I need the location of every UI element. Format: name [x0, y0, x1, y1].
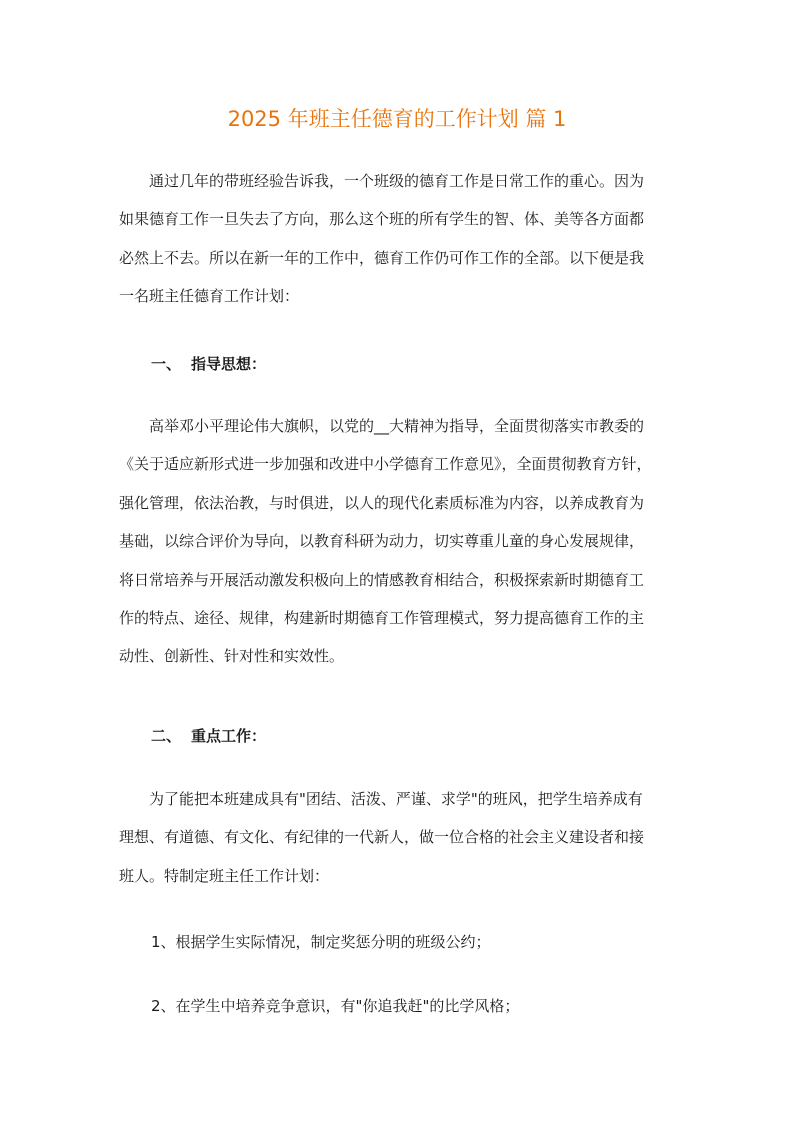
list-item: 2、在学生中培养竞争意识，有"你追我赶"的比学风格；	[151, 997, 520, 1015]
section1-heading	[151, 349, 266, 379]
section1-paragraph	[119, 407, 687, 676]
section1-title: 指导思想：	[191, 355, 267, 373]
section1-line: 《关于适应新形式进一步加强和改进中小学德育工作意见》，全面贯彻教育方针，	[119, 455, 652, 474]
section2-number: 二、	[151, 727, 182, 745]
intro-line: 一名班主任德育工作计划：	[119, 287, 300, 306]
section2-line: 班人。特制定班主任工作计划：	[119, 866, 330, 885]
section1-line: 动性、创新性、针对性和实效性。	[119, 647, 345, 666]
section2-heading	[151, 721, 266, 751]
section2-line: 为了能把本班建成具有"团结、活泼、严谨、求学"的班风，把学生培养成有	[119, 790, 643, 808]
section1-line: 强化管理，依法治教，与时俱进，以人的现代化素质标准为内容，以养成教育为	[119, 493, 645, 512]
section1-number: 一、	[151, 355, 182, 373]
section1-line: 高举邓小平理论伟大旗帜，以党的__大精神为指导，全面贯彻落实市教委的	[119, 417, 645, 435]
section2-title: 重点工作：	[191, 727, 267, 745]
intro-line: 如果德育工作一旦失去了方向，那么这个班的所有学生的智、体、美等各方面都	[119, 210, 645, 229]
intro-paragraph	[119, 162, 687, 316]
section2-paragraph	[119, 780, 687, 895]
section1-line: 作的特点、途径、规律，构建新时期德育工作管理模式，努力提高德育工作的主	[119, 608, 645, 627]
list-item: 1、根据学生实际情况，制定奖惩分明的班级公约；	[151, 933, 491, 951]
section2-line: 理想、有道德、有文化、有纪律的一代新人，做一位合格的社会主义建设者和接	[119, 828, 645, 847]
intro-line: 通过几年的带班经验告诉我，一个班级的德育工作是日常工作的重心。因为	[119, 172, 645, 190]
document-title: 2025 年班主任德育的工作计划 篇 1	[227, 107, 567, 131]
section1-line: 基础，以综合评价为导向，以教育科研为动力，切实尊重儿童的身心发展规律，	[119, 532, 645, 551]
section1-line: 将日常培养与开展活动激发积极向上的情感教育相结合，积极探索新时期德育工	[119, 570, 645, 589]
intro-line: 必然上不去。所以在新一年的工作中，德育工作仍可作工作的全部。以下便是我	[119, 248, 645, 267]
